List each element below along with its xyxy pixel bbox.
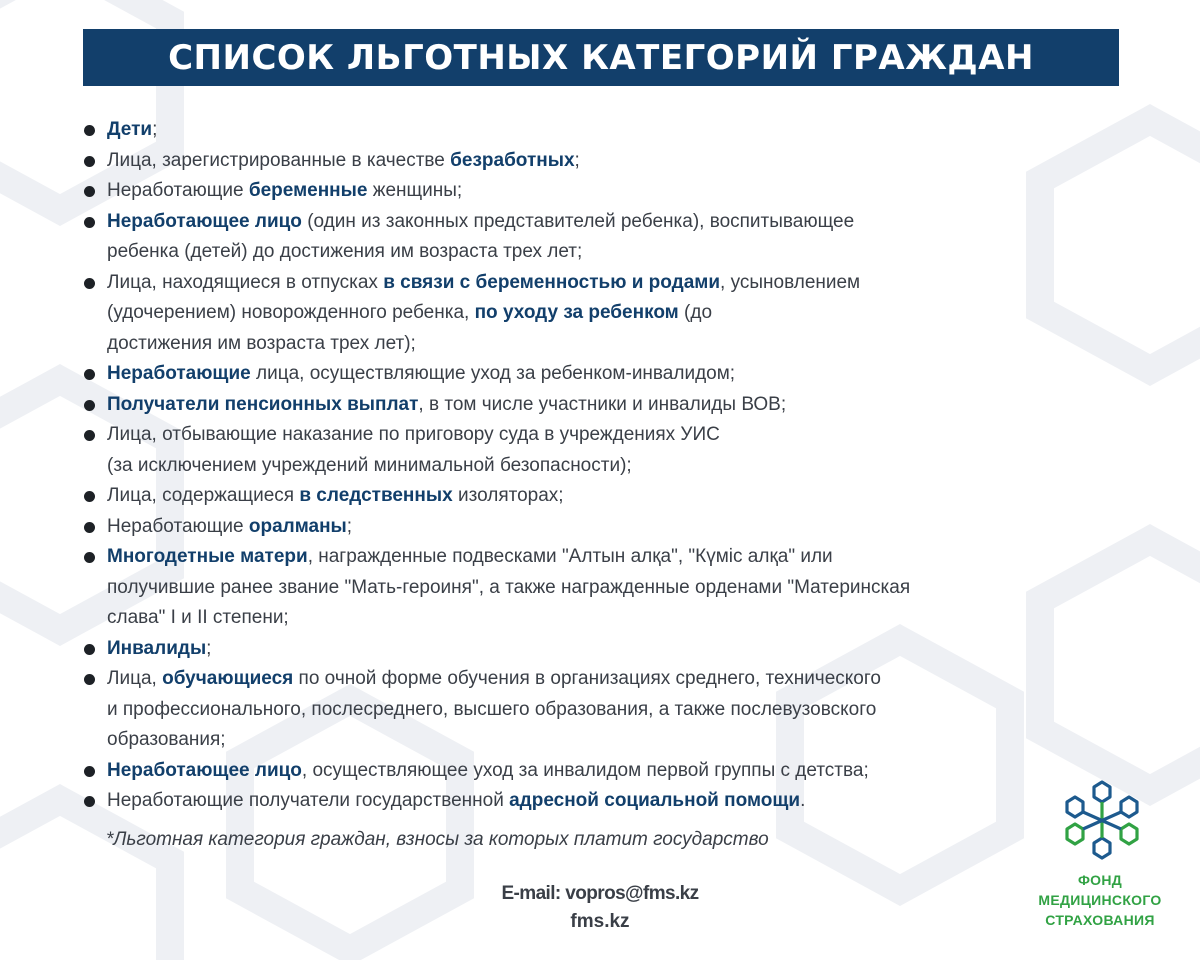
item-text: по очной форме обучения в организациях среднего, технического [293, 668, 881, 689]
fms-logo-icon [1063, 780, 1141, 860]
item-text: ; [206, 637, 212, 659]
emphasis-text: Неработающие [107, 363, 251, 384]
list-item [83, 756, 1043, 787]
logo-text-line1: ФОНД [1077, 872, 1123, 888]
bullet-icon [84, 491, 95, 502]
list-item [83, 390, 1043, 421]
bullet-icon [84, 796, 95, 807]
list-item [83, 786, 1043, 817]
item-text: Лица, зарегистрированные в качестве [107, 149, 451, 171]
fms-logo [1025, 780, 1175, 940]
footnote: *Льготная категория граждан, взносы за которых платит государство [106, 829, 769, 850]
bullet-icon [84, 674, 95, 685]
item-text: , осуществляющее уход за инвалидом первой группы с детства; [301, 759, 869, 781]
list-item [83, 176, 1043, 207]
list-item [83, 420, 1043, 481]
item-text: Лица, содержащиеся [107, 485, 300, 506]
emphasis-text: Неработающее лицо [107, 210, 302, 232]
email-link[interactable]: E-mail: vopros@fms.kz [501, 883, 699, 904]
emphasis-text: в следственных [299, 485, 453, 506]
item-text: , в том числе участники и инвалиды ВОВ; [418, 393, 787, 415]
logo-text-line2: МЕДИЦИНСКОГО [1038, 892, 1162, 908]
item-text: женщины; [367, 180, 463, 201]
item-text: ; [346, 515, 353, 537]
bullet-icon [84, 522, 95, 533]
bullet-icon [84, 186, 95, 197]
emphasis-text: Многодетные матери [107, 546, 308, 567]
item-text: , усыновлением [720, 271, 861, 293]
list-item [83, 359, 1043, 390]
item-text: Неработающие получатели государственной [107, 790, 510, 811]
emphasis-text: по уходу за ребенком [474, 302, 679, 323]
item-text: изоляторах; [452, 485, 564, 506]
item-text: лица, осуществляющие уход за ребенком-инвалидом; [250, 363, 736, 384]
emphasis-text: Дети [107, 119, 153, 140]
list-item [83, 512, 1043, 543]
item-text: Лица, [107, 668, 163, 689]
title-banner [83, 29, 1119, 86]
bullet-icon [84, 125, 95, 136]
list-item [83, 146, 1043, 177]
bullet-icon [84, 400, 95, 411]
item-text: (удочерением) новорожденного ребенка, [107, 302, 475, 323]
emphasis-text: адресной социальной помощи [509, 790, 801, 811]
item-text: ; [152, 119, 158, 140]
bullet-icon [84, 278, 95, 289]
logo-text [1025, 870, 1175, 930]
list-item [83, 115, 1043, 146]
emphasis-text: безработных [450, 149, 575, 171]
page-title: СПИСОК ЛЬГОТНЫХ КАТЕГОРИЙ ГРАЖДАН [168, 37, 1034, 78]
list-item [83, 207, 1043, 268]
item-text: (за исключением учреждений минимальной безопасности); [107, 454, 632, 476]
item-text: образования; [107, 729, 226, 750]
bullet-icon [84, 369, 95, 380]
item-text: Неработающие [107, 515, 249, 537]
item-text: (до [678, 302, 713, 323]
item-text: , награжденные подвесками "Алтын алқа", "Күміс алқа" или [307, 546, 833, 567]
item-text: (один из законных представителей ребенка), воспитывающее [301, 210, 855, 232]
list-item [83, 664, 1043, 756]
item-text: Лица, отбывающие наказание по приговору суда в учреждениях УИС [107, 424, 720, 445]
emphasis-text: в связи с беременностью и родами [383, 271, 721, 293]
bullet-icon [84, 156, 95, 167]
item-text: достижения им возраста трех лет); [107, 332, 416, 354]
emphasis-text: Неработающее лицо [107, 759, 302, 781]
list-item [83, 481, 1043, 512]
list-item [83, 542, 1043, 634]
contacts [470, 880, 730, 936]
bullet-icon [84, 552, 95, 563]
emphasis-text: оралманы [248, 515, 347, 537]
bullet-icon [84, 766, 95, 777]
website-link[interactable]: fms.kz [570, 911, 630, 932]
list-item [83, 634, 1043, 665]
logo-text-line3: СТРАХОВАНИЯ [1045, 912, 1155, 928]
item-text: и профессионального, послесреднего, высшего образования, а также послевузовского [107, 698, 877, 720]
item-text: получившие ранее звание "Мать-героиня", а также награжденные орденами "Материнская [107, 576, 911, 598]
emphasis-text: обучающиеся [162, 668, 294, 689]
item-text: . [800, 790, 806, 811]
item-text: ребенка (детей) до достижения им возраста трех лет; [107, 241, 583, 262]
item-text: слава" I и II степени; [107, 607, 289, 628]
item-text: ; [574, 149, 580, 171]
bullet-icon [84, 217, 95, 228]
list-item [83, 268, 1043, 360]
emphasis-text: беременные [248, 180, 368, 201]
benefit-categories-list [83, 115, 1043, 817]
emphasis-text: Инвалиды [107, 637, 207, 659]
bullet-icon [84, 430, 95, 441]
item-text: Неработающие [107, 180, 249, 201]
item-text: Лица, находящиеся в отпусках [107, 271, 384, 293]
bullet-icon [84, 644, 95, 655]
emphasis-text: Получатели пенсионных выплат [107, 393, 419, 415]
